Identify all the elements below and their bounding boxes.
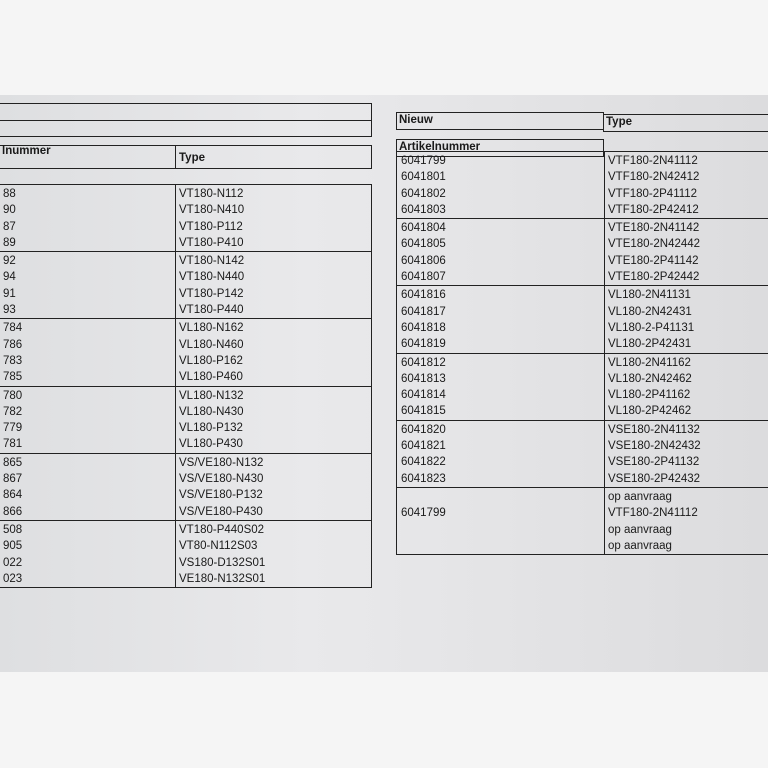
row-group [0, 386, 371, 453]
type-code: VL180-2P42431 [608, 338, 692, 351]
table-row [397, 403, 768, 419]
type-code: VL180-2N42462 [608, 372, 692, 385]
type-code: VL180-2-P41131 [608, 321, 695, 334]
table-row [0, 269, 371, 285]
table-row [0, 186, 371, 202]
table-row [0, 420, 371, 436]
column-divider [175, 185, 176, 587]
row-group [0, 251, 371, 318]
table-row [0, 455, 371, 471]
article-number: 6041807 [401, 271, 446, 284]
table-row [397, 169, 768, 185]
type-code: VT180-N112 [179, 188, 244, 200]
right-header-type: Type [606, 116, 632, 128]
table-row [0, 286, 371, 302]
article-number: 6041802 [401, 187, 446, 200]
article-number: 6041815 [401, 405, 446, 418]
right-table [396, 151, 768, 555]
article-number: 905 [3, 540, 23, 553]
type-code: VS/VE180-N132 [179, 456, 264, 469]
table-row [397, 422, 768, 438]
table-row [397, 269, 768, 285]
type-code: VL180-P132 [179, 422, 243, 435]
type-code: VT180-P410 [179, 236, 244, 249]
article-number: 89 [3, 236, 16, 249]
article-number: 6041806 [401, 254, 446, 267]
table-row [397, 236, 768, 252]
article-number: 6041817 [401, 305, 446, 318]
type-code: VT180-N142 [179, 255, 245, 268]
left-header-type: Type [179, 152, 205, 164]
type-code: VL180-2N41131 [608, 289, 691, 302]
table-row [0, 337, 371, 353]
type-code: VT180-P440 [179, 304, 244, 317]
article-number: 508 [3, 523, 23, 536]
type-code: op aanvraag [608, 539, 672, 552]
article-number: 6041823 [401, 472, 446, 485]
article-number: 6041812 [401, 356, 446, 369]
table-row [0, 388, 371, 404]
table-row [0, 235, 371, 251]
table-row [0, 320, 371, 336]
type-code: VL180-P430 [179, 438, 243, 451]
article-number: 94 [3, 271, 16, 284]
article-number: 866 [3, 505, 23, 518]
article-number: 780 [3, 389, 23, 402]
type-code: VT180-P112 [179, 220, 243, 233]
row-group [0, 318, 371, 385]
article-number: 023 [3, 572, 23, 585]
column-divider [604, 152, 605, 554]
type-code: op aanvraag [608, 490, 672, 503]
type-code: VS/VE180-N430 [179, 473, 264, 486]
table-row [397, 202, 768, 218]
table-row [397, 253, 768, 269]
row-group [0, 453, 371, 520]
article-number: 6041820 [401, 423, 446, 436]
row-group [397, 218, 768, 285]
type-code: VTE180-2N42442 [608, 238, 701, 251]
article-number: 91 [3, 287, 16, 300]
article-number: 865 [3, 456, 23, 469]
type-code: VSE180-2P41132 [608, 456, 700, 469]
article-number: 88 [3, 188, 16, 200]
article-number: 864 [3, 489, 23, 502]
article-number: 6041799 [401, 507, 446, 520]
type-code: VT180-P142 [179, 287, 244, 300]
table-row [0, 353, 371, 369]
type-code: VS180-D132S01 [179, 556, 266, 569]
table-row [0, 253, 371, 269]
type-code: VL180-N162 [179, 322, 244, 335]
table-row [0, 369, 371, 385]
table-row [0, 487, 371, 503]
table-row [0, 202, 371, 218]
type-code: VE180-N132S01 [179, 572, 266, 585]
article-number: 6041816 [401, 289, 446, 302]
type-code: VS/VE180-P132 [179, 489, 263, 502]
type-code: VL180-2N41162 [608, 356, 691, 369]
table-row [0, 436, 371, 452]
type-code: VTF180-2N41112 [608, 155, 698, 167]
table-row [397, 287, 768, 303]
article-number: 87 [3, 220, 16, 233]
article-number: 6041813 [401, 372, 446, 385]
row-group [0, 520, 371, 587]
type-code: VT180-N440 [179, 271, 245, 284]
table-row [0, 219, 371, 235]
article-number: 782 [3, 405, 23, 418]
type-code: VL180-2N42431 [608, 305, 692, 318]
article-number: 867 [3, 473, 23, 486]
table-row [0, 522, 371, 538]
type-code: VT180-P440S02 [179, 523, 265, 536]
article-number: 6041803 [401, 203, 446, 216]
row-group [397, 420, 768, 487]
type-code: VTF180-2P42412 [608, 203, 699, 216]
left-table [0, 184, 372, 588]
article-number: 6041819 [401, 338, 446, 351]
table-row [397, 438, 768, 454]
table-row [397, 505, 768, 521]
table-row [397, 304, 768, 320]
left-blank-row-2 [0, 121, 372, 137]
type-code: VSE180-2N42432 [608, 440, 701, 453]
type-code: VL180-2P41162 [608, 389, 691, 402]
type-code: VTF180-2N42412 [608, 171, 700, 184]
type-code: VTE180-2P42442 [608, 271, 700, 284]
article-number: 93 [3, 304, 16, 317]
document-page [0, 95, 768, 672]
row-group [397, 152, 768, 218]
article-number: 022 [3, 556, 23, 569]
type-code: VSE180-2N41132 [608, 423, 700, 436]
type-code: VSE180-2P42432 [608, 472, 701, 485]
table-row [397, 320, 768, 336]
article-number: 6041822 [401, 456, 446, 469]
table-row [0, 538, 371, 554]
table-row [0, 471, 371, 487]
left-blank-row-1 [0, 103, 372, 121]
row-group [397, 285, 768, 352]
table-row [0, 404, 371, 420]
table-row [397, 371, 768, 387]
type-code: VL180-N460 [179, 338, 244, 351]
type-code: op aanvraag [608, 523, 672, 536]
table-row [0, 555, 371, 571]
type-code: VT180-N410 [179, 204, 245, 217]
article-number: 781 [3, 438, 23, 451]
row-group [397, 487, 768, 554]
type-code: VL180-P162 [179, 354, 243, 367]
article-number: 779 [3, 422, 23, 435]
table-row [397, 454, 768, 470]
article-number: 6041821 [401, 440, 446, 453]
table-row [397, 220, 768, 236]
article-number: 6041818 [401, 321, 446, 334]
article-number: 6041799 [401, 155, 446, 167]
type-code: VL180-N430 [179, 405, 244, 418]
table-row [0, 302, 371, 318]
left-header-number: lnummer [2, 145, 51, 157]
type-code: VT80-N112S03 [179, 540, 258, 553]
right-title: Nieuw [399, 114, 433, 126]
table-row [397, 153, 768, 169]
article-number: 6041801 [401, 171, 446, 184]
article-number: 90 [3, 204, 16, 217]
article-number: 6041805 [401, 238, 446, 251]
type-code: VTE180-2P41142 [608, 254, 699, 267]
article-number: 785 [3, 371, 23, 384]
article-number: 92 [3, 255, 16, 268]
table-row [0, 504, 371, 520]
article-number: 783 [3, 354, 23, 367]
type-code: VTF180-2N41112 [608, 507, 698, 520]
table-row [397, 355, 768, 371]
row-group [397, 353, 768, 420]
table-row [397, 522, 768, 538]
table-row [397, 387, 768, 403]
article-number: 786 [3, 338, 23, 351]
table-row [397, 489, 768, 505]
type-code: VL180-2P42462 [608, 405, 692, 418]
article-number: 6041804 [401, 222, 446, 235]
type-code: VS/VE180-P430 [179, 505, 263, 518]
table-row [397, 186, 768, 202]
article-number: 784 [3, 322, 23, 335]
table-row [397, 538, 768, 554]
article-number: 6041814 [401, 389, 446, 402]
table-row [0, 571, 371, 587]
type-code: VTE180-2N41142 [608, 222, 700, 235]
right-header-number: Artikelnummer [399, 141, 481, 153]
type-code: VL180-P460 [179, 371, 243, 384]
type-code: VTF180-2P41112 [608, 187, 698, 200]
type-code: VL180-N132 [179, 389, 244, 402]
row-group [0, 185, 371, 251]
table-row [397, 336, 768, 352]
table-row [397, 471, 768, 487]
